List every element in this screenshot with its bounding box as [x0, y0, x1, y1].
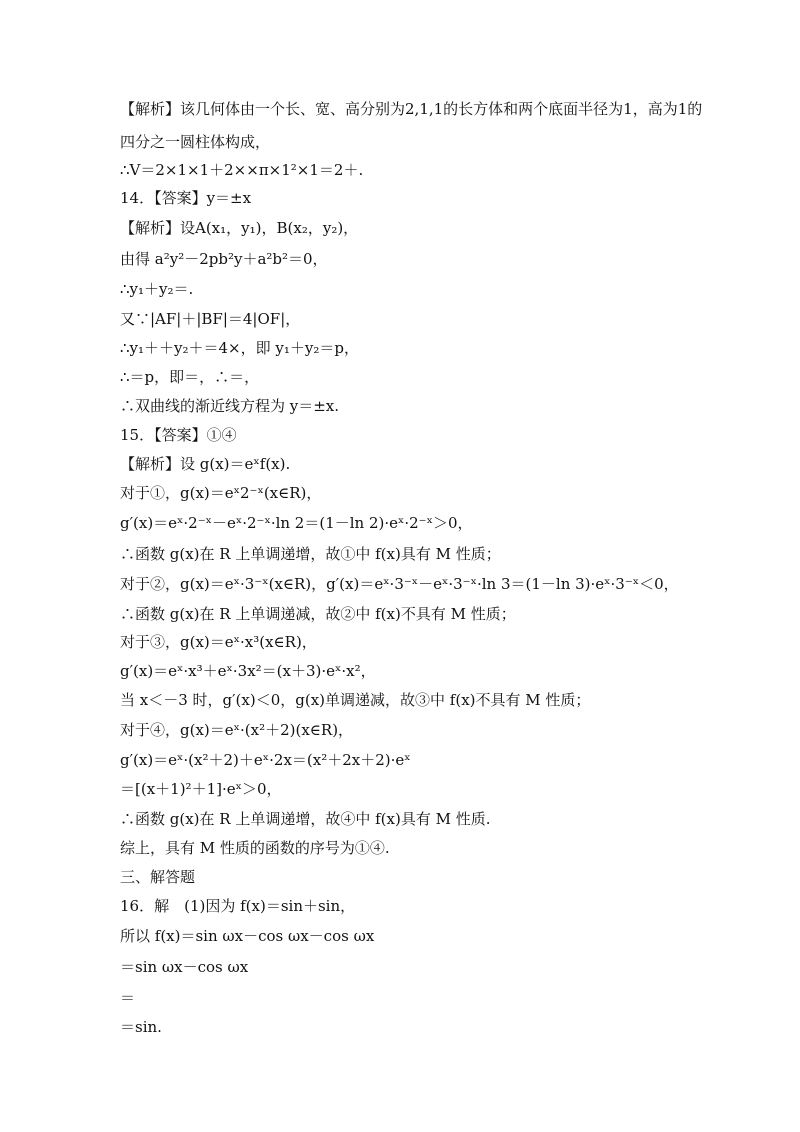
text-line: ∴函数 g(x)在 R 上单调递增，故④中 f(x)具有 M 性质.: [120, 810, 491, 828]
text-line: 由得 a²y²－2pb²y＋a²b²＝0，: [120, 250, 328, 268]
text-line: ∴y₁＋y₂＝.: [120, 280, 194, 298]
text-line: 【解析】设A(x₁，y₁)，B(x₂，y₂)，: [120, 219, 359, 237]
text-line: 当 x＜－3 时，g′(x)＜0，g(x)单调递减，故③中 f(x)不具有 M 性质；: [120, 691, 591, 709]
text-line: ＝sin ωx－cos ωx: [120, 958, 249, 976]
text-line: 综上，具有 M 性质的函数的序号为①④.: [120, 839, 390, 857]
text-line: 对于②，g(x)＝eˣ·3⁻ˣ(x∈R)，g′(x)＝eˣ·3⁻ˣ－eˣ·3⁻ˣ·ln 3＝(1－ln 3)·eˣ·3⁻ˣ＜0，: [120, 575, 679, 593]
text-line: 又∵|AF|＋|BF|＝4|OF|，: [120, 310, 301, 328]
text-line: 14．【答案】y＝±x: [120, 189, 252, 207]
text-line: 对于①，g(x)＝eˣ2⁻ˣ(x∈R)，: [120, 484, 322, 502]
text-line: ＝sin.: [120, 1018, 162, 1036]
text-line: 16．解 (1)因为 f(x)＝sin＋sin，: [120, 897, 356, 915]
text-line: 【解析】设 g(x)＝eˣf(x).: [120, 455, 291, 473]
text-line: ∴V＝2×1×1＋2××π×1²×1＝2＋.: [120, 161, 364, 179]
text-line: ∴y₁＋＋y₂＋＝4×，即 y₁＋y₂＝p，: [120, 339, 359, 357]
text-line: 四分之一圆柱体构成，: [120, 133, 271, 151]
text-line: ∴＝p，即＝，∴＝，: [120, 368, 260, 386]
text-line: ∴函数 g(x)在 R 上单调递增，故①中 f(x)具有 M 性质；: [120, 545, 501, 563]
text-line: 三、解答题: [120, 868, 196, 886]
text-line: 【解析】该几何体由一个长、宽、高分别为2,1,1的长方体和两个底面半径为1，高为1的: [120, 100, 703, 118]
text-line: ＝: [120, 989, 136, 1007]
text-line: 对于③，g(x)＝eˣ·x³(x∈R)，: [120, 633, 317, 651]
text-line: g′(x)＝eˣ·(x²＋2)＋eˣ·2x＝(x²＋2x＋2)·eˣ: [120, 751, 411, 769]
text-line: ∴双曲线的渐近线方程为 y＝±x.: [120, 397, 340, 415]
text-line: ∴函数 g(x)在 R 上单调递减，故②中 f(x)不具有 M 性质；: [120, 605, 516, 623]
text-line: ＝[(x＋1)²＋1]·eˣ＞0，: [120, 780, 282, 798]
text-line: 对于④，g(x)＝eˣ·(x²＋2)(x∈R)，: [120, 721, 354, 739]
text-line: 所以 f(x)＝sin ωx－cos ωx－cos ωx: [120, 927, 375, 945]
text-line: g′(x)＝eˣ·2⁻ˣ－eˣ·2⁻ˣ·ln 2＝(1－ln 2)·eˣ·2⁻ˣ＞0，: [120, 514, 473, 532]
text-line: g′(x)＝eˣ·x³＋eˣ·3x²＝(x＋3)·eˣ·x²，: [120, 662, 376, 680]
text-line: 15．【答案】①④: [120, 426, 237, 444]
